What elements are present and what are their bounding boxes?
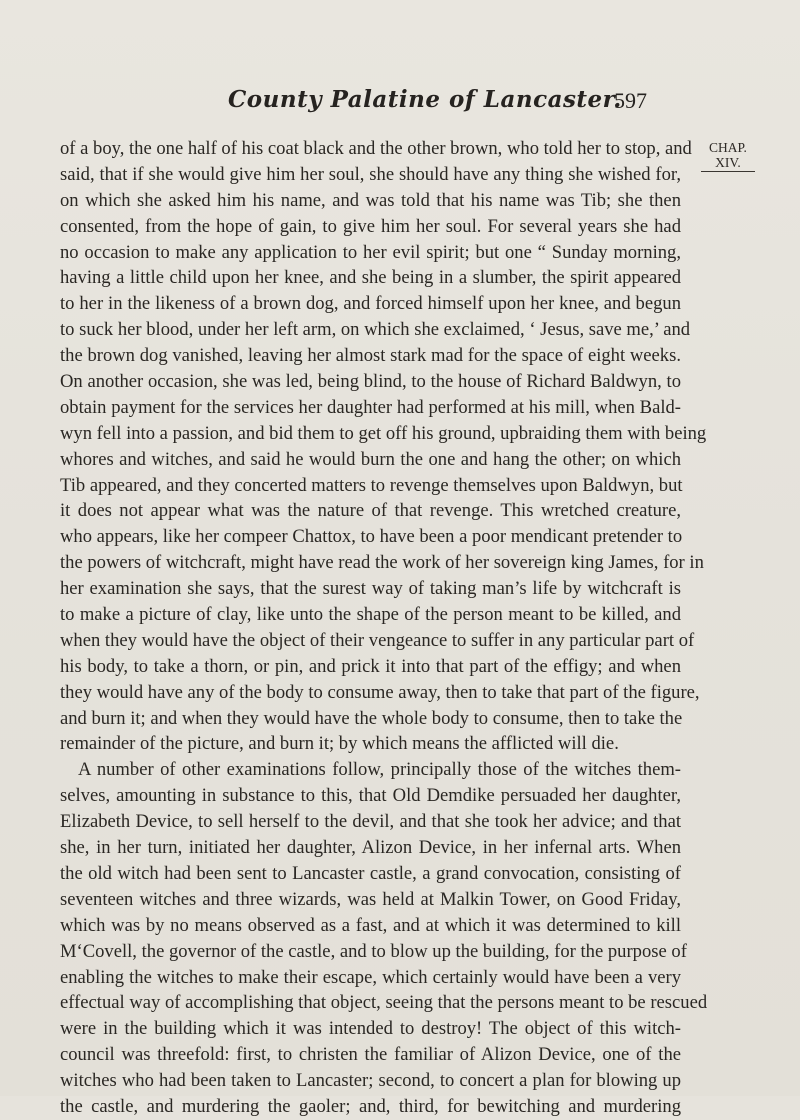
text-line: when they would have the object of their vengeance to suffer in any particular part of [60,629,695,651]
running-title: County Palatine of Lancaster. [228,86,622,113]
chapter-rule [701,171,755,172]
text-line: M‘Covell, the governor of the castle, and to blow up the building, for the purpose of [60,940,687,962]
text-line: his body, to take a thorn, or pin, and prick it into that part of the effigy; and when [60,655,681,677]
text-line: said, that if she would give him her soul, she should have any thing she wished for, [60,163,681,185]
text-line: Elizabeth Device, to sell herself to the devil, and that she took her advice; and that [60,811,681,833]
text-line: seventeen witches and three wizards, was held at Malkin Tower, on Good Friday, [60,888,681,910]
text-line: enabling the witches to make their escape, which certainly would have been a very [60,966,681,988]
text-line: to make a picture of clay, like unto the shape of the person meant to be killed, and [60,604,681,626]
text-line: council was threefold: first, to christen the familiar of Alizon Device, one of the [60,1044,681,1066]
text-line: wyn fell into a passion, and bid them to get off his ground, upbraiding them with being [60,422,707,444]
text-line: the castle, and murdering the gaoler; and, third, for bewitching and murdering [60,1095,681,1117]
text-line: having a little child upon her knee, and she being in a slumber, the spirit appeared [60,267,681,289]
text-line: the powers of witchcraft, might have read the work of her sovereign king James, for in [60,552,704,574]
chapter-number: XIV. [715,155,741,170]
text-line: witches who had been taken to Lancaster; second, to concert a plan for blowing up [60,1070,681,1092]
text-line: which was by no means observed as a fast, and at which it was determined to kill [60,914,681,936]
text-line: consented, from the hope of gain, to give him her soul. For several years she had [60,215,681,237]
text-line: she, in her turn, initiated her daughter, Alizon Device, in her infernal arts. When [60,837,681,859]
chapter-marginal-note [692,140,764,172]
text-line: the old witch had been sent to Lancaster castle, a grand convocation, consisting of [60,862,681,884]
text-line: to her in the likeness of a brown dog, and forced himself upon her knee, and begun [60,293,681,315]
text-line: to suck her blood, under her left arm, on which she exclaimed, ‘ Jesus, save me,’ and [60,319,691,341]
text-line: whores and witches, and said he would burn the one and hang the other; on which [60,448,681,470]
page-number: 597 [614,88,647,113]
body-text [60,136,708,1120]
text-line: effectual way of accomplishing that object, seeing that the persons meant to be rescued [60,992,708,1014]
text-line: Tib appeared, and they concerted matters to revenge themselves upon Baldwyn, but [60,474,683,496]
text-line: no occasion to make any application to her evil spirit; but one “ Sunday morning, [60,241,681,263]
text-line: obtain payment for the services her daughter had performed at his mill, when Bald- [60,396,681,418]
text-line: on which she asked him his name, and was told that his name was Tib; she then [60,189,681,211]
text-line: and burn it; and when they would have the whole body to consume, then to take the [60,707,683,729]
text-line: selves, amounting in substance to this, that Old Demdike persuaded her daughter, [60,785,681,807]
text-line: were in the building which it was intended to destroy! The object of this witch- [60,1018,681,1040]
text-line: they would have any of the body to consume away, then to take that part of the figure, [60,681,700,703]
text-line: who appears, like her compeer Chattox, to have been a poor mendicant pretender to [60,526,683,548]
text-line: On another occasion, she was led, being blind, to the house of Richard Baldwyn, to [60,371,681,393]
text-line: the brown dog vanished, leaving her almost stark mad for the space of eight weeks. [60,345,681,367]
chapter-label: CHAP. [709,140,747,155]
text-line: it does not appear what was the nature of that revenge. This wretched creature, [60,500,681,522]
text-line: her examination she says, that the surest way of taking man’s life by witchcraft is [60,578,681,600]
text-line: of a boy, the one half of his coat black and the other brown, who told her to stop, and [60,138,692,159]
paragraph-end-line: remainder of the picture, and burn it; by which means the afflicted will die. [60,733,619,755]
paragraph-start-line: A number of other examinations follow, principally those of the witches them- [78,759,681,781]
